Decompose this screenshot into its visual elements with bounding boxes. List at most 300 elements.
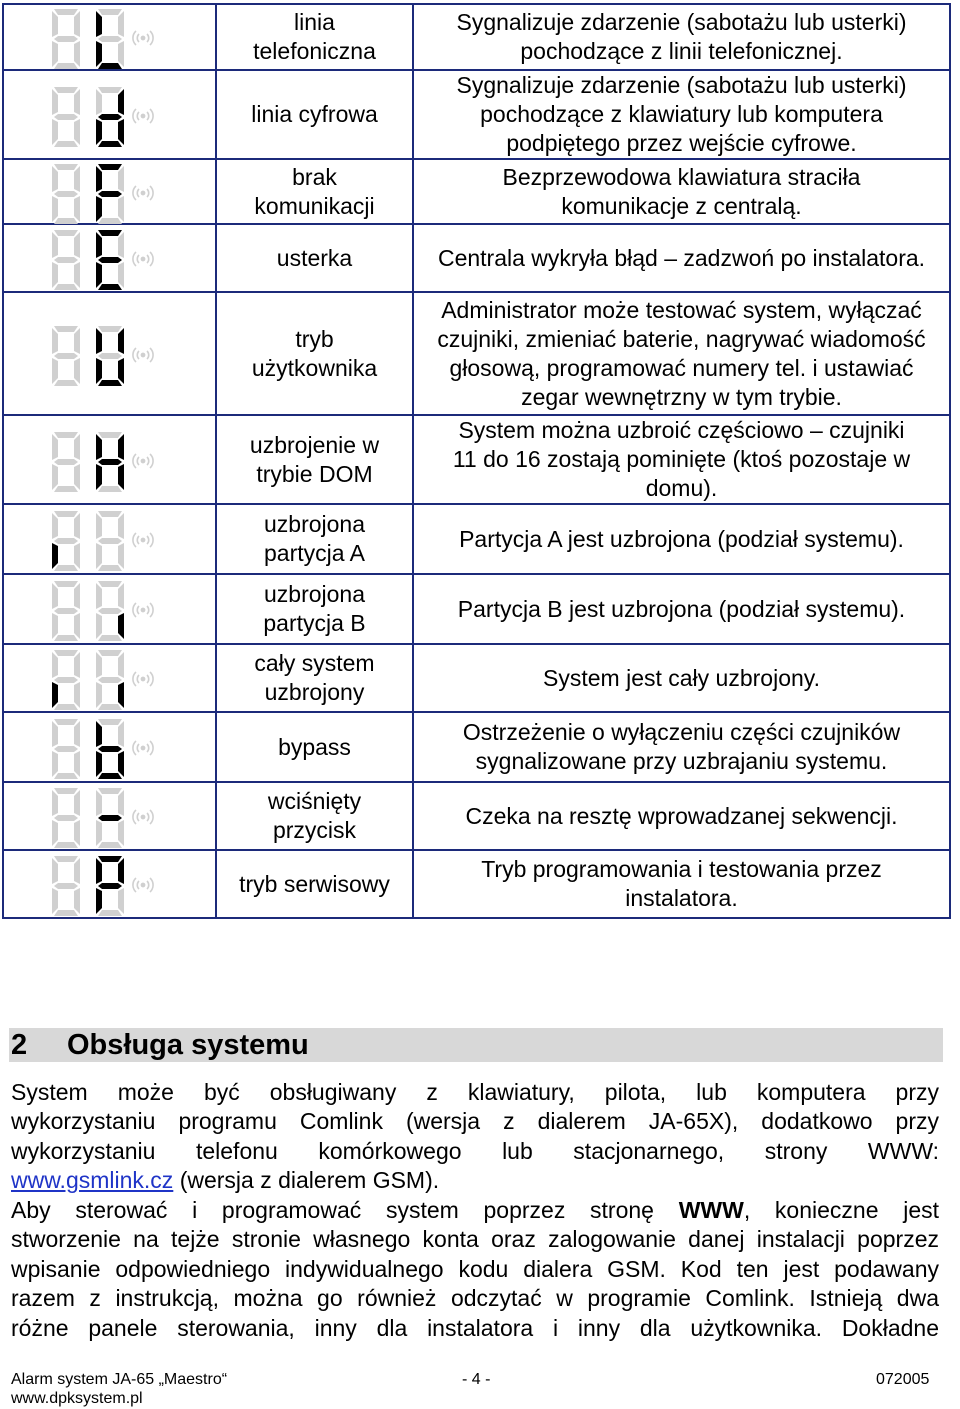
segment-dim	[74, 196, 80, 222]
segment-dim	[54, 788, 78, 794]
segment-lit	[98, 883, 122, 889]
seven-segment-display	[48, 509, 208, 573]
segment-dim	[96, 613, 102, 639]
seven-segment-display	[48, 717, 208, 781]
mode-name-line: tryb	[295, 325, 334, 352]
segment-dim	[74, 682, 80, 708]
segment-dim	[74, 820, 80, 846]
segment-dim	[118, 262, 124, 288]
segment-dim	[98, 788, 122, 794]
segment-dim	[54, 459, 78, 465]
segment-dim	[118, 583, 124, 609]
segment-lit	[96, 888, 102, 914]
segment-dim	[74, 751, 80, 777]
description-cell	[413, 159, 950, 224]
description-line: podpiętego przez wejście cyfrowe.	[506, 130, 857, 156]
segment-dim	[54, 704, 78, 710]
paragraph-text: Aby sterować i programować system poprzez stronę	[11, 1197, 679, 1223]
segment-lit	[118, 464, 124, 490]
segment-dim	[52, 583, 58, 609]
segment-dim	[96, 583, 102, 609]
segment-dim	[54, 257, 78, 263]
segment-dim	[74, 166, 80, 192]
segment-dim	[98, 326, 122, 332]
segment-lit	[118, 119, 124, 145]
segment-dim	[52, 820, 58, 846]
segment-dim	[74, 232, 80, 258]
description-line: Bezprzewodowa klawiatura straciła	[502, 163, 861, 190]
segment-dim	[98, 635, 122, 641]
segment-dim	[98, 87, 122, 93]
description-line: pochodzące z linii telefonicznej.	[520, 38, 843, 64]
wireless-signal-icon	[131, 873, 155, 897]
segment-dim	[52, 751, 58, 777]
segment-dim	[54, 746, 78, 752]
segment-dim	[96, 513, 102, 539]
description-cell	[413, 644, 950, 712]
mode-name-cell	[216, 782, 413, 850]
segment-dim	[118, 11, 124, 37]
segment-lit	[96, 358, 102, 384]
segment-dim	[74, 583, 80, 609]
segment-dim	[96, 682, 102, 708]
mode-name-line: brak	[292, 163, 337, 190]
seven-segment-display	[48, 7, 208, 71]
segment-dim	[52, 652, 58, 678]
segment-dim	[52, 888, 58, 914]
wireless-signal-icon	[131, 805, 155, 829]
mode-name-line: partycja A	[264, 540, 365, 566]
footer-title: Alarm system JA-65 „Maestro“	[11, 1371, 228, 1388]
display-cell	[3, 159, 216, 224]
segment-dim	[96, 790, 102, 816]
segment-dim	[98, 910, 122, 916]
segment-dim	[98, 353, 122, 359]
description-cell	[413, 4, 950, 70]
segment-dim	[74, 262, 80, 288]
segment-dim	[52, 11, 58, 37]
seven-segment-display	[48, 228, 208, 292]
segment-lit	[98, 114, 122, 120]
segment-lit	[98, 459, 122, 465]
segment-dim	[52, 790, 58, 816]
description-line: Partycja B jest uzbrojona (podział systemu).	[457, 595, 906, 622]
segment-dim	[54, 380, 78, 386]
segment-dim	[54, 353, 78, 359]
segment-dim	[74, 41, 80, 67]
segment-lit	[96, 119, 102, 145]
segment-dim	[54, 842, 78, 848]
segment-dim	[54, 432, 78, 438]
segment-dim	[54, 486, 78, 492]
segment-lit	[118, 89, 124, 115]
code-row	[3, 415, 950, 504]
segment-dim	[118, 543, 124, 569]
segment-dim	[118, 232, 124, 258]
bold-www: WWW	[678, 1197, 744, 1223]
segment-lit	[96, 858, 102, 884]
segment-dim	[54, 9, 78, 15]
code-row	[3, 4, 950, 70]
description-line: czujniki, zmieniać baterie, nagrywać wiadomość	[437, 325, 926, 352]
display-cell	[3, 224, 216, 292]
segment-lit	[96, 262, 102, 288]
segment-dim	[54, 856, 78, 862]
code-row	[3, 224, 950, 292]
segment-dim	[54, 565, 78, 571]
segment-dim	[96, 89, 102, 115]
description-line: Ostrzeżenie o wyłączeniu części czujników	[462, 719, 901, 745]
segment-dim	[118, 513, 124, 539]
segment-dim	[74, 11, 80, 37]
segment-dim	[98, 9, 122, 15]
paragraph-line: razem z instrukcją, można go również odczytać w programie Comlink. Istnieją dwa	[11, 1285, 939, 1311]
segment-lit	[118, 858, 124, 884]
segment-dim	[52, 196, 58, 222]
description-cell	[413, 782, 950, 850]
description-line: sygnalizowane przy uzbrajaniu systemu.	[475, 748, 888, 774]
segment-dim	[118, 888, 124, 914]
code-row	[3, 850, 950, 918]
segment-lit	[118, 434, 124, 460]
description-line: zegar wewnętrzny w tym trybie.	[521, 383, 842, 410]
footer-code: 072005	[876, 1371, 930, 1388]
segment-dim	[96, 652, 102, 678]
description-line: Centrala wykryła błąd – zadzwoń po instalatora.	[437, 244, 926, 271]
mode-name-cell	[216, 292, 413, 415]
display-codes-table	[2, 3, 951, 919]
segment-dim	[54, 164, 78, 170]
display-cell	[3, 70, 216, 159]
display-cell	[3, 415, 216, 504]
description-cell	[413, 415, 950, 504]
description-line: pochodzące z klawiatury lub komputera	[480, 101, 883, 127]
description-cell	[413, 504, 950, 574]
segment-lit	[118, 751, 124, 777]
segment-dim	[98, 565, 122, 571]
description-line: Sygnalizuje zdarzenie (sabotażu lub usterki)	[456, 9, 907, 35]
mode-name-line: bypass	[278, 733, 351, 760]
segment-dim	[52, 464, 58, 490]
segment-dim	[98, 719, 122, 725]
segment-dim	[96, 820, 102, 846]
description-cell	[413, 224, 950, 292]
segment-dim	[74, 358, 80, 384]
segment-lit	[98, 380, 122, 386]
segment-lit	[98, 856, 122, 862]
mode-name-line: telefoniczna	[253, 38, 376, 64]
seven-segment-display	[48, 85, 208, 149]
display-cell	[3, 4, 216, 70]
segment-dim	[98, 538, 122, 544]
description-line: System jest cały uzbrojony.	[543, 664, 820, 691]
wireless-signal-icon	[131, 449, 155, 473]
segment-dim	[54, 36, 78, 42]
mode-name-cell	[216, 224, 413, 292]
segment-dim	[52, 513, 58, 539]
seven-segment-display	[48, 162, 208, 226]
display-cell	[3, 850, 216, 918]
segment-dim	[98, 650, 122, 656]
mode-name-line: linia cyfrowa	[251, 101, 378, 127]
segment-dim	[54, 191, 78, 197]
mode-name-line: trybie DOM	[256, 460, 373, 487]
segment-lit	[98, 257, 122, 263]
mode-name-cell	[216, 70, 413, 159]
segment-dim	[98, 511, 122, 517]
segment-dim	[52, 613, 58, 639]
description-line: Sygnalizuje zdarzenie (sabotażu lub usterki)	[456, 72, 907, 98]
wireless-signal-icon	[131, 181, 155, 205]
mode-name-line: uzbrojony	[264, 679, 365, 705]
segment-dim	[118, 652, 124, 678]
seven-segment-display	[48, 648, 208, 712]
wireless-signal-icon	[131, 247, 155, 271]
description-line: Partycja A jest uzbrojona (podział systemu).	[459, 525, 904, 552]
segment-dim	[74, 888, 80, 914]
code-row	[3, 504, 950, 574]
mode-name-cell	[216, 4, 413, 70]
description-cell	[413, 574, 950, 644]
code-row	[3, 782, 950, 850]
wireless-signal-icon	[131, 528, 155, 552]
footer-page-number: - 4 -	[462, 1371, 491, 1388]
segment-dim	[54, 773, 78, 779]
segment-dim	[98, 842, 122, 848]
segment-lit	[98, 63, 122, 69]
description-cell	[413, 712, 950, 782]
seven-segment-display	[48, 786, 208, 850]
segment-dim	[118, 196, 124, 222]
section-heading	[9, 1028, 943, 1062]
segment-dim	[98, 677, 122, 683]
paragraph-line: różne panele sterowania, inny dla instalatora i inny dla użytkownika. Dokładne	[11, 1315, 939, 1341]
segment-dim	[98, 36, 122, 42]
segment-dim	[54, 677, 78, 683]
segment-dim	[52, 721, 58, 747]
display-cell	[3, 574, 216, 644]
segment-lit	[98, 746, 122, 752]
description-line: Tryb programowania i testowania przez	[481, 856, 882, 882]
segment-lit	[98, 230, 122, 236]
section-number: 2	[11, 1029, 28, 1061]
segment-dim	[54, 815, 78, 821]
display-cell	[3, 644, 216, 712]
mode-name-cell	[216, 574, 413, 644]
segment-lit	[52, 682, 58, 708]
wireless-signal-icon	[131, 343, 155, 367]
code-row	[3, 292, 950, 415]
description-line: instalatora.	[625, 885, 738, 911]
segment-lit	[98, 284, 122, 290]
paragraph-line: wykorzystaniu programu Comlink (wersja z dialerem JA-65X), dodatkowo przy	[11, 1108, 939, 1134]
segment-dim	[54, 650, 78, 656]
segment-dim	[118, 790, 124, 816]
segment-dim	[54, 141, 78, 147]
mode-name-line: tryb serwisowy	[239, 870, 390, 897]
seven-segment-display	[48, 579, 208, 643]
mode-name-cell	[216, 415, 413, 504]
segment-lit	[52, 543, 58, 569]
segment-dim	[54, 883, 78, 889]
description-cell	[413, 850, 950, 918]
segment-lit	[96, 11, 102, 37]
segment-dim	[52, 358, 58, 384]
segment-dim	[54, 114, 78, 120]
segment-dim	[54, 608, 78, 614]
segment-dim	[74, 721, 80, 747]
description-line: domu).	[645, 475, 718, 501]
segment-dim	[54, 326, 78, 332]
seven-segment-display	[48, 324, 208, 388]
segment-dim	[52, 41, 58, 67]
segment-dim	[96, 543, 102, 569]
segment-dim	[74, 464, 80, 490]
segment-dim	[52, 232, 58, 258]
segment-lit	[96, 166, 102, 192]
mode-name-cell	[216, 712, 413, 782]
segment-dim	[54, 538, 78, 544]
description-line: komunikacje z centralą.	[561, 192, 802, 219]
segment-dim	[74, 513, 80, 539]
footer-website[interactable]: www.dpksystem.pl	[11, 1390, 143, 1407]
segment-dim	[98, 608, 122, 614]
segment-dim	[74, 89, 80, 115]
wireless-signal-icon	[131, 598, 155, 622]
segment-dim	[118, 721, 124, 747]
segment-dim	[54, 635, 78, 641]
display-cell	[3, 782, 216, 850]
paragraph-text: , konieczne jest	[743, 1197, 939, 1223]
description-line: 11 do 16 zostają pominięte (ktoś pozostaje w	[452, 446, 911, 472]
segment-lit	[96, 328, 102, 354]
segment-dim	[118, 166, 124, 192]
segment-lit	[118, 613, 124, 639]
paragraph-line: stworzenie na tejże stronie własnego konta oraz zalogowanie danej instalacji poprzez	[11, 1226, 939, 1252]
mode-name-cell	[216, 159, 413, 224]
segment-dim	[52, 434, 58, 460]
segment-dim	[98, 432, 122, 438]
segment-lit	[96, 721, 102, 747]
description-cell	[413, 292, 950, 415]
segment-dim	[52, 166, 58, 192]
display-cell	[3, 292, 216, 415]
wireless-signal-icon	[131, 26, 155, 50]
segment-lit	[118, 328, 124, 354]
segment-lit	[96, 434, 102, 460]
wireless-signal-icon	[131, 104, 155, 128]
segment-dim	[52, 858, 58, 884]
paragraph-text: (wersja z dialerem GSM).	[173, 1167, 440, 1193]
segment-dim	[52, 262, 58, 288]
code-row	[3, 644, 950, 712]
wireless-signal-icon	[131, 667, 155, 691]
segment-lit	[96, 196, 102, 222]
segment-dim	[74, 119, 80, 145]
segment-lit	[96, 751, 102, 777]
segment-dim	[74, 858, 80, 884]
mode-name-line: cały system	[254, 650, 375, 676]
segment-dim	[74, 434, 80, 460]
segment-dim	[52, 89, 58, 115]
segment-dim	[54, 218, 78, 224]
display-cell	[3, 504, 216, 574]
segment-dim	[98, 704, 122, 710]
segment-dim	[52, 328, 58, 354]
segment-dim	[98, 581, 122, 587]
segment-lit	[98, 191, 122, 197]
segment-lit	[98, 164, 122, 170]
description-cell	[413, 70, 950, 159]
description-line: System można uzbroić częściowo – czujniki	[458, 417, 905, 443]
mode-name-cell	[216, 504, 413, 574]
segment-dim	[52, 119, 58, 145]
segment-dim	[54, 581, 78, 587]
mode-name-line: uzbrojenie w	[249, 431, 380, 458]
segment-lit	[98, 773, 122, 779]
mode-name-line: uzbrojona	[263, 511, 366, 537]
segment-lit	[96, 232, 102, 258]
segment-dim	[54, 63, 78, 69]
paragraph-line	[11, 1166, 939, 1195]
paragraph-line: wykorzystaniu telefonu komórkowego lub stacjonarnego, strony WWW:	[11, 1138, 939, 1164]
segment-dim	[74, 543, 80, 569]
mode-name-line: użytkownika	[251, 354, 378, 381]
segment-dim	[54, 230, 78, 236]
code-row	[3, 574, 950, 644]
code-row	[3, 159, 950, 224]
code-row	[3, 70, 950, 159]
mode-name-line: komunikacji	[254, 192, 375, 219]
mode-name-cell	[216, 644, 413, 712]
segment-dim	[98, 218, 122, 224]
mode-name-line: partycja B	[263, 610, 366, 636]
section-title: Obsługa systemu	[67, 1029, 309, 1061]
paragraph-line: System może być obsługiwany z klawiatury, pilota, lub komputera przy	[11, 1079, 939, 1105]
segment-lit	[96, 464, 102, 490]
segment-dim	[74, 652, 80, 678]
segment-dim	[74, 790, 80, 816]
segment-dim	[54, 719, 78, 725]
segment-lit	[118, 358, 124, 384]
segment-lit	[96, 41, 102, 67]
seven-segment-display	[48, 854, 208, 918]
segment-dim	[54, 910, 78, 916]
paragraph-line: wpisanie odpowiedniego indywidualnego kodu dialera GSM. Kod ten jest podawany	[11, 1256, 939, 1282]
segment-lit	[98, 815, 122, 821]
mode-name-line: usterka	[276, 244, 353, 271]
description-line: Czeka na resztę wprowadzanej sekwencji.	[465, 802, 898, 829]
segment-dim	[74, 328, 80, 354]
display-cell	[3, 712, 216, 782]
mode-name-line: przycisk	[272, 817, 357, 843]
segment-lit	[98, 141, 122, 147]
mode-name-line: linia	[294, 9, 335, 35]
seven-segment-display	[48, 430, 208, 494]
segment-dim	[118, 41, 124, 67]
segment-dim	[54, 511, 78, 517]
segment-dim	[98, 486, 122, 492]
gsmlink-link[interactable]: www.gsmlink.cz	[11, 1167, 174, 1193]
segment-dim	[54, 284, 78, 290]
mode-name-line: wciśnięty	[267, 788, 362, 814]
mode-name-cell	[216, 850, 413, 918]
description-line: głosową, programować numery tel. i ustawiać	[449, 354, 914, 381]
segment-lit	[118, 682, 124, 708]
paragraph-line	[11, 1196, 939, 1225]
code-row	[3, 712, 950, 782]
mode-name-line: uzbrojona	[263, 581, 366, 607]
